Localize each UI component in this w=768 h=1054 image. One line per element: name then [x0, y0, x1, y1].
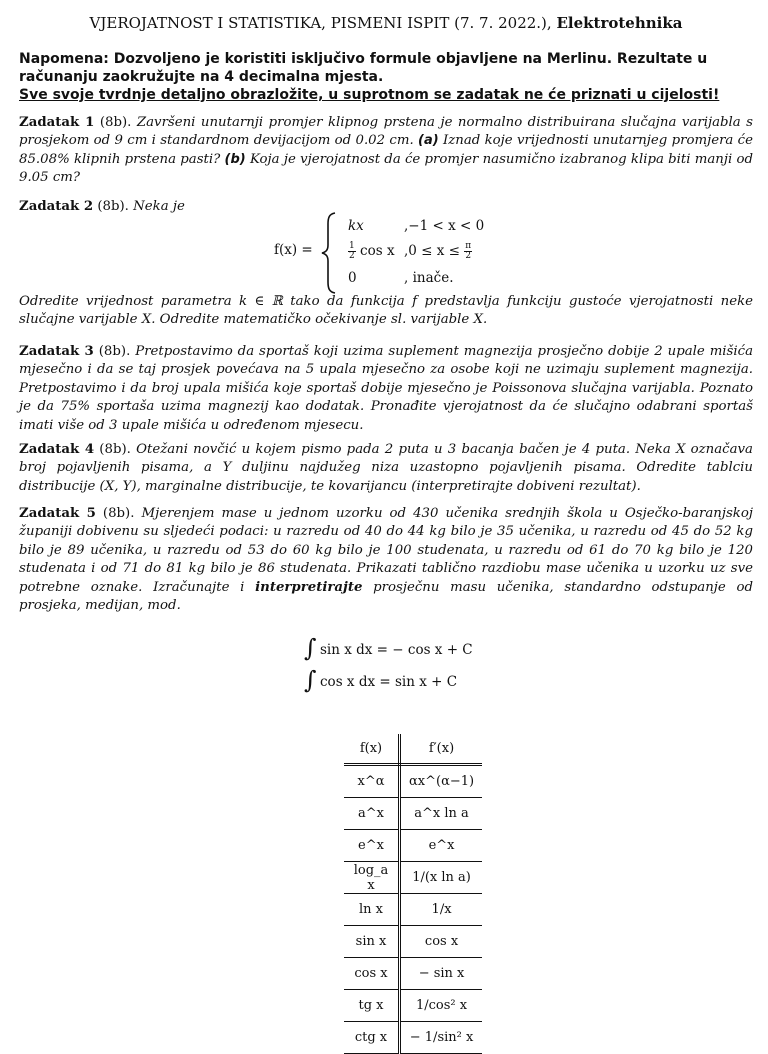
task-1-text-a: Završeni unutarnji promjer klipnog prstena je normalno distribuirana slučajna varijabla s prosjekom od 9 cm i standardnom devijacijom od 0.02 cm. — [19, 115, 753, 149]
task-5-emphasis: interpretirajte — [255, 579, 363, 595]
task-2-after — [19, 293, 753, 330]
header-cell-fprime: f′(x) — [400, 734, 483, 765]
table-cell-f: x^α — [344, 765, 400, 798]
table-row — [344, 798, 482, 830]
task-3-title: Zadatak 3 — [19, 344, 94, 359]
table-cell-f: sin x — [344, 926, 400, 958]
cond-prefix: ,0 ≤ x ≤ — [404, 243, 465, 259]
task-5-text-end: prosječnu masu učenika, standardno odstupanje od prosjeka, medijan, mod. — [19, 579, 754, 614]
piecewise-row-2 — [348, 241, 472, 261]
task-1-label-a: (a) — [418, 133, 439, 149]
task-1 — [19, 114, 753, 188]
table-cell-fprime: 1/(x ln a) — [400, 862, 483, 894]
cond-frac — [464, 242, 472, 261]
task-5-title: Zadatak 5 — [19, 506, 96, 521]
piecewise-function — [274, 212, 534, 294]
table-cell-f: ctg x — [344, 1022, 400, 1054]
table-cell-f: log_a x — [344, 862, 400, 894]
piecewise-row-3 — [348, 270, 454, 286]
task-4-points: (8b). — [99, 442, 131, 457]
table-cell-fprime: cos x — [400, 926, 483, 958]
derivative-table — [344, 734, 482, 1054]
table-cell-f: e^x — [344, 830, 400, 862]
cond-frac-num: π — [465, 241, 472, 251]
piecewise-row-1-cond: ,−1 < x < 0 — [404, 218, 485, 234]
piecewise-row-2-frac — [348, 242, 356, 261]
table-cell-fprime: 1/cos² x — [400, 990, 483, 1022]
piecewise-row-2-cond — [404, 242, 472, 261]
task-1-text-c: Koja je vjerojatnost da će promjer nasumično izabranog klipa biti manji od 9.05 cm? — [19, 151, 753, 186]
task-1-points: (8b). — [99, 115, 132, 130]
frac-den: 2 — [349, 251, 355, 261]
table-cell-f: cos x — [344, 958, 400, 990]
table-row — [344, 958, 482, 990]
task-5-text: Mjerenjem mase u jednom uzorku od 430 učenika srednjih škola u Osječko-baranjskoj županiji dobivenu su sljedeći podaci: u razredu od 40 do 44 kg bilo je 35 učenika, u razredu od 45 do 52 kg bilo je 89 učenika, u razredu od 53 do 60 kg bilo je 100 studenata, u razredu od 61 do 70 kg bilo je 120 studenata i od 71 do 81 kg bilo je 86 studenata. Prikazati tablično razdiobu mase učenika u uzorku uz sve potrebne oznake. Izračunajte i — [19, 506, 753, 595]
piecewise-lhs: f(x) = — [274, 242, 313, 258]
left-brace-icon — [320, 212, 338, 294]
integral-sign-icon: ∫ — [304, 634, 317, 662]
table-cell-fprime: − sin x — [400, 958, 483, 990]
note-line-2: Sve svoje tvrdnje detaljno obrazložite, u suprotnom se zadatak ne će priznati u cijelosti! — [19, 87, 720, 103]
table-cell-f: a^x — [344, 798, 400, 830]
table-cell-fprime: − 1/sin² x — [400, 1022, 483, 1054]
task-2-title: Zadatak 2 — [19, 199, 94, 214]
table-row — [344, 990, 482, 1022]
exam-header — [19, 14, 753, 32]
table-cell-fprime: e^x — [400, 830, 483, 862]
table-cell-f: tg x — [344, 990, 400, 1022]
piecewise-row-1-expr: kx — [348, 218, 364, 234]
task-3-text: Pretpostavimo da sportaš koji uzima suplement magnezija prosječno dobije 2 upale mišića mjesečno i da se taj prosjek povećava na 5 upala mjesečno za osobe koji ne uzimaju suplement magnezija. Pretpostavimo i da broj upala mišića koje sportaš dobije mjesečno je Poissonova slučajna varijabla. Poznato je da 75% sportaša uzima magnezij kao dodatak. Pronađite vjerojatnost da će slučajno odabrani sportaš imati više od 3 upale mišića u određenom mjesecu. — [19, 344, 754, 433]
task-1-text-b: Iznad koje vrijednosti unutarnjeg promjera će 85.08% klipnih prstena pasti? — [19, 133, 753, 167]
piecewise-row-2-expr: cos x — [360, 243, 395, 259]
note-line-1: Napomena: Dozvoljeno je koristiti isključivo formule objavljene na Merlinu. Rezultate u računanju zaokružujte na 4 decimalna mjesta. — [19, 51, 708, 85]
integral-body-2: cos x dx = sin x + C — [320, 674, 458, 690]
exam-note — [19, 50, 753, 104]
table-row — [344, 765, 482, 798]
task-5-points: (8b). — [102, 506, 135, 521]
integral-sign-icon: ∫ — [304, 666, 317, 694]
piecewise-row-3-expr: 0 — [348, 270, 357, 286]
task-2-points: (8b). — [97, 199, 129, 214]
task-4-text: Otežani novčić u kojem pismo pada 2 puta u 3 bacanja bačen je 4 puta. Neka X označava broj pojavljenih pisama, a Y duljinu najdužeg niza uzastopno pojavljenih pisama. Odredite tablciu distribucije (X, Y), marginalne distribucije, te kovarijancu (interpretirajte dobiveni rezultat). — [19, 442, 753, 494]
cond-frac-den: 2 — [465, 251, 472, 261]
table-cell-fprime: αx^(α−1) — [400, 765, 483, 798]
header-department: Elektrotehnika — [556, 14, 683, 32]
piecewise-row-3-cond: , inače. — [404, 270, 454, 286]
frac-num: 1 — [349, 241, 355, 251]
table-row — [344, 1022, 482, 1054]
task-4 — [19, 441, 753, 496]
task-1-label-b: (b) — [224, 151, 246, 167]
table-row — [344, 894, 482, 926]
table-cell-fprime: 1/x — [400, 894, 483, 926]
task-3 — [19, 343, 753, 435]
derivative-table-header — [344, 734, 482, 765]
table-row — [344, 926, 482, 958]
task-2-intro: Neka je — [133, 199, 185, 214]
piecewise-row-1 — [348, 218, 485, 234]
task-1-title: Zadatak 1 — [19, 115, 95, 130]
task-4-title: Zadatak 4 — [19, 442, 95, 457]
task-3-points: (8b). — [98, 344, 131, 359]
header-title: VJEROJATNOST I STATISTIKA, PISMENI ISPIT (7. 7. 2022.), — [89, 14, 557, 32]
table-row — [344, 862, 482, 894]
integral-body-1: sin x dx = − cos x + C — [320, 642, 473, 658]
header-cell-f: f(x) — [344, 734, 400, 765]
table-cell-fprime: a^x ln a — [400, 798, 483, 830]
table-cell-f: ln x — [344, 894, 400, 926]
table-row — [344, 830, 482, 862]
task-2-after-text: Odredite vrijednost parametra k ∈ ℝ tako da funkcija f predstavlja funkciju gustoće vjerojatnosti neke slučajne varijable X. Odredite matematičko očekivanje sl. varijable X. — [19, 294, 753, 328]
task-5 — [19, 505, 753, 615]
